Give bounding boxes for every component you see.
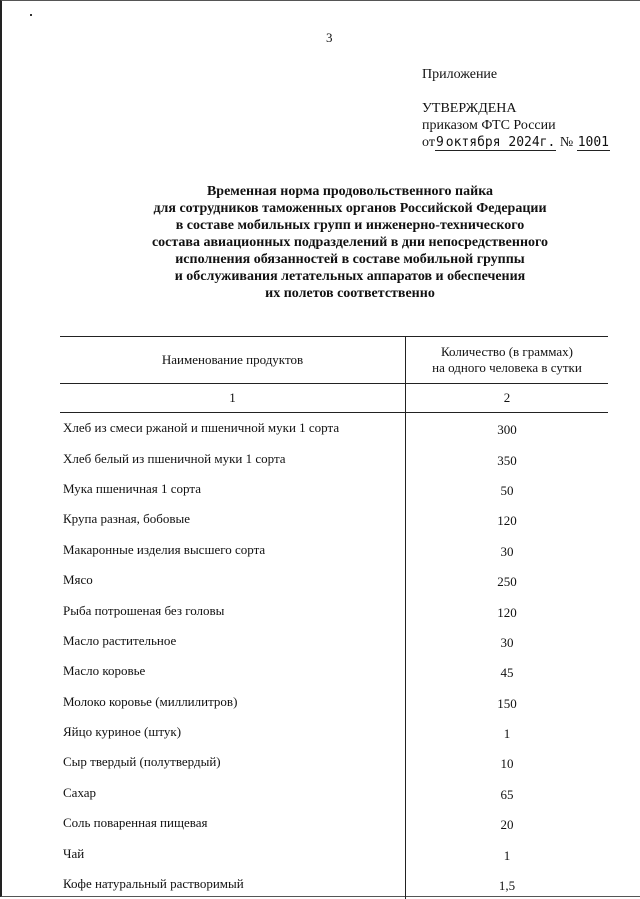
product-quantity: 30 <box>500 543 514 559</box>
title-line: и обслуживания летательных аппаратов и обеспечения <box>174 269 526 284</box>
header-quantity-line: Количество (в граммах) <box>441 344 573 359</box>
approved-label: УТВЕРЖДЕНА <box>422 101 517 116</box>
product-quantity: 1 <box>503 726 511 742</box>
title-line: для сотрудников таможенных органов Российской Федерации <box>153 201 547 216</box>
table-row <box>60 808 608 838</box>
header-quantity-line: на одного человека в сутки <box>432 360 582 375</box>
table-row <box>60 656 608 686</box>
product-quantity: 45 <box>500 665 514 681</box>
table-row <box>60 626 608 656</box>
column-number-1: 1 <box>60 384 406 413</box>
product-quantity: 1 <box>503 847 511 863</box>
column-number-2: 2 <box>406 384 609 413</box>
page-number: 3 <box>326 30 333 45</box>
norms-table <box>60 336 608 899</box>
product-quantity: 10 <box>500 756 514 772</box>
title-line: исполнения обязанностей в составе мобильной группы <box>175 252 525 267</box>
table-row <box>60 565 608 595</box>
product-name: Рыба потрошеная без головы <box>60 595 406 625</box>
order-number: 1001 <box>577 135 610 150</box>
table-row <box>60 869 608 899</box>
title-line: их полетов соответственно <box>265 286 435 301</box>
scan-speck <box>30 14 32 16</box>
table-row <box>60 747 608 777</box>
order-reference: приказом ФТС России <box>422 118 556 133</box>
product-name: Сыр твердый (полутвердый) <box>60 747 406 777</box>
product-quantity: 300 <box>497 422 517 438</box>
table-row <box>60 687 608 717</box>
product-name: Сахар <box>60 778 406 808</box>
product-quantity: 120 <box>497 513 517 529</box>
product-name: Кофе натуральный растворимый <box>60 869 406 899</box>
product-quantity: 65 <box>500 786 514 802</box>
product-quantity: 120 <box>497 604 517 620</box>
from-prefix: от <box>422 135 435 150</box>
table-row <box>60 778 608 808</box>
column-number-row <box>60 384 608 413</box>
order-date-line <box>422 134 610 151</box>
product-name: Мука пшеничная 1 сорта <box>60 474 406 504</box>
header-product-name: Наименование продуктов <box>60 337 406 384</box>
product-quantity: 20 <box>500 817 514 833</box>
product-quantity: 30 <box>500 634 514 650</box>
product-quantity: 50 <box>500 482 514 498</box>
product-name: Молоко коровье (миллилитров) <box>60 687 406 717</box>
product-name: Хлеб белый из пшеничной муки 1 сорта <box>60 443 406 473</box>
product-name: Крупа разная, бобовые <box>60 504 406 534</box>
product-name: Мясо <box>60 565 406 595</box>
product-name: Макаронные изделия высшего сорта <box>60 535 406 565</box>
product-name: Соль поваренная пищевая <box>60 808 406 838</box>
header-quantity <box>406 337 609 384</box>
product-quantity: 350 <box>497 452 517 468</box>
product-name: Чай <box>60 838 406 868</box>
number-prefix: № <box>559 135 574 150</box>
table-row <box>60 838 608 868</box>
table-row <box>60 504 608 534</box>
product-name: Яйцо куриное (штук) <box>60 717 406 747</box>
title-line: в составе мобильных групп и инженерно-технического <box>175 218 525 233</box>
document-title <box>110 183 590 302</box>
table-row <box>60 413 608 444</box>
appendix-label: Приложение <box>422 67 498 82</box>
product-quantity: 150 <box>497 695 517 711</box>
title-line: Временная норма продовольственного пайка <box>206 184 494 199</box>
table-row <box>60 595 608 625</box>
product-quantity: 1,5 <box>498 878 516 894</box>
product-quantity: 250 <box>497 574 517 590</box>
order-date-day: 9 <box>435 135 444 150</box>
product-name: Хлеб из смеси ржаной и пшеничной муки 1 сорта <box>60 413 406 444</box>
approval-block <box>422 66 610 151</box>
title-line: состава авиационных подразделений в дни непосредственного <box>151 235 549 250</box>
table-row <box>60 535 608 565</box>
product-name: Масло коровье <box>60 656 406 686</box>
table-row <box>60 717 608 747</box>
product-name: Масло растительное <box>60 626 406 656</box>
order-date-month-year: октября 2024г. <box>445 135 556 150</box>
table-row <box>60 474 608 504</box>
table-row <box>60 443 608 473</box>
table-header-row <box>60 337 608 384</box>
